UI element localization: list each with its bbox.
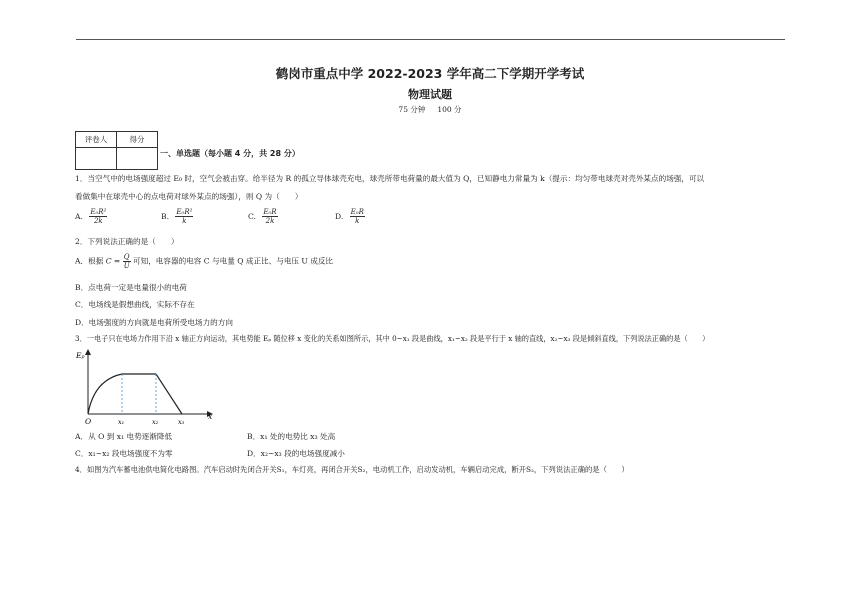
formula-lhs: C = (105, 256, 121, 266)
fraction-numerator: E₀R (350, 208, 364, 216)
option-fraction (262, 208, 277, 225)
q3-option-c: C．x₁~x₂ 段电场强度不为零 (75, 449, 173, 458)
fraction-denominator: k (355, 217, 360, 225)
q1-option-b (161, 208, 193, 225)
option-letter: A. (75, 211, 83, 221)
exam-score: 100 分 (437, 105, 462, 114)
y-axis-label: Eₚ (76, 351, 85, 360)
origin-label: O (85, 417, 92, 426)
q3-option-a: A．从 O 到 x₁ 电势逐渐降低 (75, 432, 173, 441)
q1-option-c (248, 208, 278, 225)
x3-tick-label: x₃ (178, 418, 185, 426)
formula-fraction (123, 253, 131, 270)
option-fraction (350, 208, 365, 225)
option-fraction (89, 208, 107, 225)
exam-time: 75 分钟 (398, 105, 426, 114)
score-table-score-cell (117, 148, 158, 170)
exam-meta (0, 104, 860, 115)
fraction-numerator: E₀R² (176, 208, 193, 216)
x1-tick-label: x₁ (118, 418, 125, 426)
fraction-numerator: Q (123, 253, 130, 261)
q1-stem-line2: 看做集中在球壳中心的点电荷对球外某点的场强），则 Q 为（ ） (75, 192, 303, 201)
q3-stem: 3．一电子只在电场力作用下沿 x 轴正方向运动，其电势能 Eₚ 随位移 x 变化的关系如图所示，其中 0~x₁ 段是曲线，x₁~x₂ 段是平行于 x 轴的直线，x₂~x₃ 段是倾斜直线，下列说法正确的是（ ） (75, 334, 710, 343)
fraction-denominator: 2k (93, 217, 103, 225)
fraction-denominator: 2k (265, 217, 275, 225)
section-heading: 一、单选题（每小题 4 分，共 28 分） (160, 149, 300, 158)
q2-stem: 2．下列说法正确的是（ ） (75, 237, 179, 246)
fraction-denominator: k (182, 217, 187, 225)
option-letter: B. (161, 211, 169, 221)
score-table-score-header: 得分 (117, 132, 158, 148)
fraction-numerator: E₀R (263, 208, 277, 216)
x2-tick-label: x₂ (152, 418, 159, 426)
option-text: 可知，电容器的电容 C 与电量 Q 成正比、与电压 U 成反比 (133, 256, 334, 266)
exam-title: 鹤岗市重点中学 2022-2023 学年高二下学期开学考试 (275, 66, 585, 81)
curve-segment (88, 374, 122, 414)
sloped-segment (156, 374, 182, 414)
option-fraction (175, 208, 193, 225)
q4-stem: 4．如图为汽车蓄电池供电简化电路图。汽车启动时先闭合开关S₁，车灯亮，再闭合开关S₂，电动机工作，启动发动机，车辆启动完成，断开S₂，下列说法正确的是（ ） (75, 465, 629, 474)
option-letter: C. (248, 211, 256, 221)
q2-option-b: B．点电荷一定是电量很小的电荷 (75, 283, 187, 292)
fraction-denominator: U (123, 262, 130, 270)
q2-option-a (75, 253, 333, 270)
q1-option-d (335, 208, 365, 225)
q2-option-c: C．电场线是假想曲线，实际不存在 (75, 300, 195, 309)
score-table (75, 131, 158, 170)
header-rule (76, 39, 785, 40)
q1-stem-line1: 1．当空气中的电场强度超过 E₀ 时，空气会被击穿。给半径为 R 的孤立导体球壳充电，球壳所带电荷量的最大值为 Q，已知静电力常量为 k（提示：均匀带电球壳对壳外某点的场强，可以 (75, 174, 705, 183)
q2-option-d: D．电场强度的方向就是电荷所受电场力的方向 (75, 318, 233, 327)
option-prefix: A．根据 (75, 256, 104, 266)
exam-subtitle: 物理试题 (408, 88, 452, 101)
fraction-numerator: E₀R² (90, 208, 107, 216)
q3-option-d: D．x₂~x₃ 段的电场强度减小 (247, 449, 345, 458)
option-letter: D. (335, 211, 344, 221)
x-axis-label: x (208, 412, 213, 421)
q3-option-b: B．x₁ 处的电势比 x₃ 处高 (247, 432, 336, 441)
q1-option-a (75, 208, 107, 225)
q3-energy-graph (72, 346, 222, 428)
score-table-grader-cell (76, 148, 117, 170)
score-table-grader-header: 评卷人 (76, 132, 117, 148)
